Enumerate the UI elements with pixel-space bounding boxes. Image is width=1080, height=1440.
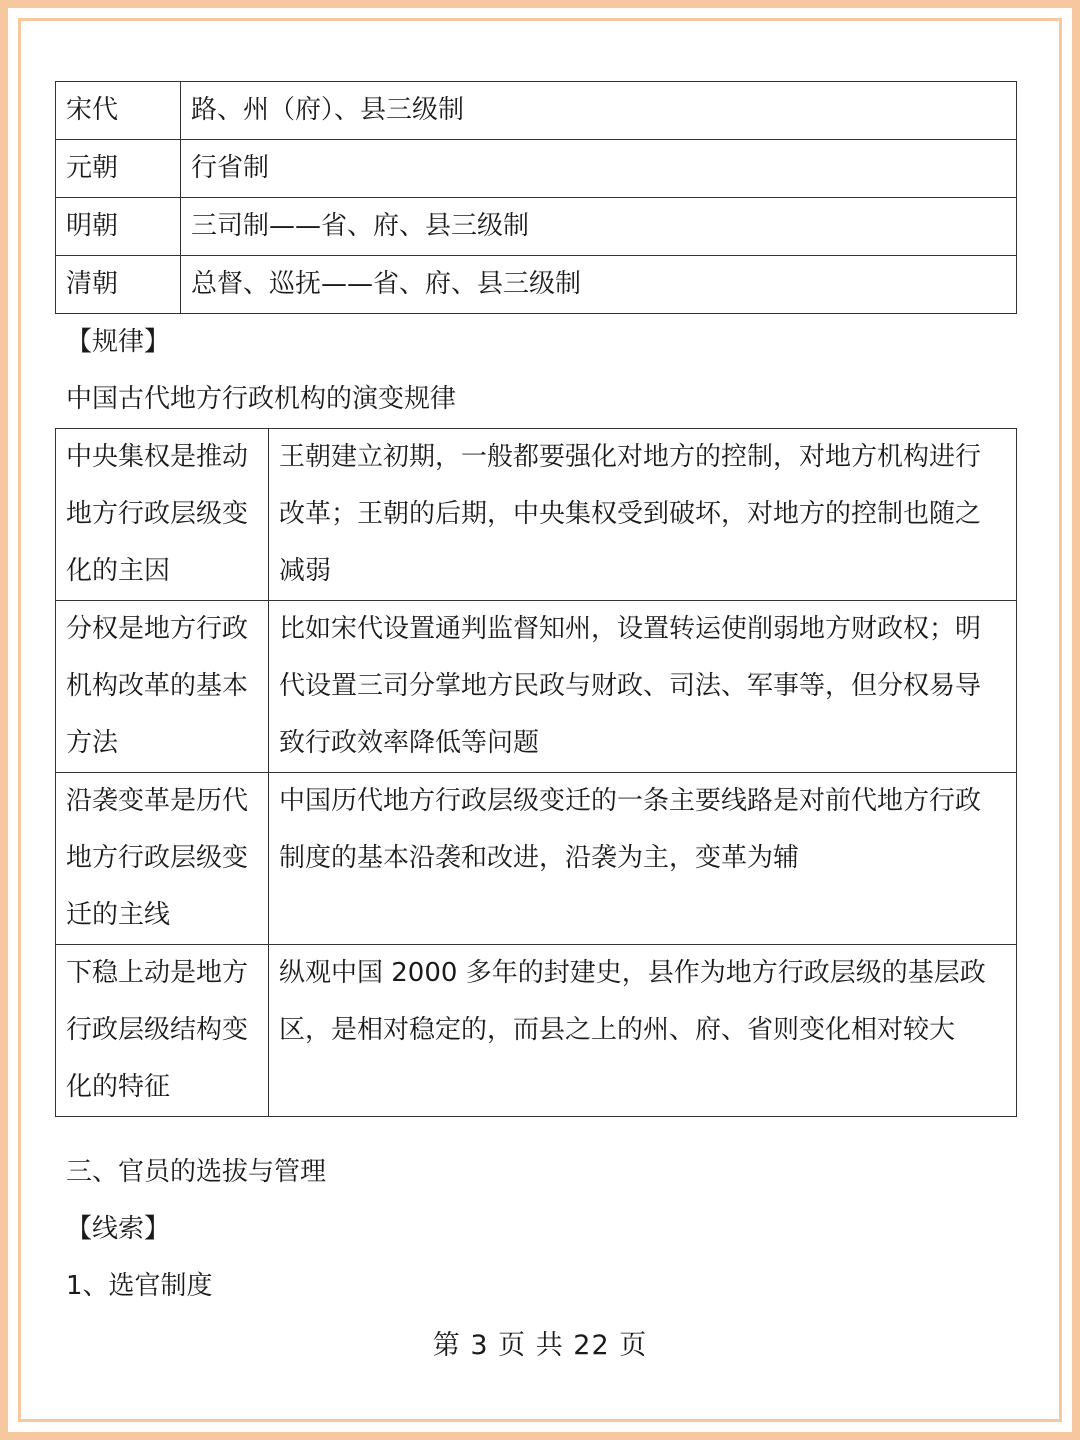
system-cell: 三司制——省、府、县三级制: [181, 198, 1017, 256]
rule-cell: 中央集权是推动地方行政层级变化的主因: [56, 429, 269, 601]
rule-cell: 分权是地方行政机构改革的基本方法: [56, 601, 269, 773]
system-cell: 路、州（府）、县三级制: [181, 82, 1017, 140]
detail-cell: 比如宋代设置通判监督知州，设置转运使削弱地方财政权；明代设置三司分掌地方民政与财政、司法、军事等，但分权易导致行政效率降低等问题: [269, 601, 1017, 773]
table-row: [56, 140, 1017, 198]
clue-heading: 【线索】: [66, 1214, 171, 1244]
document-body: [55, 81, 1017, 1315]
era-cell: 宋代: [56, 82, 181, 140]
era-cell: 元朝: [56, 140, 181, 198]
section-title: 三、官员的选拔与管理: [66, 1157, 327, 1187]
page-footer: 第 3 页 共 22 页: [432, 1330, 648, 1361]
detail-cell: 王朝建立初期，一般都要强化对地方的控制，对地方机构进行改革；王朝的后期，中央集权受到破坏，对地方的控制也随之减弱: [269, 429, 1017, 601]
rule-cell: 下稳上动是地方行政层级结构变化的特征: [56, 945, 269, 1117]
rule-cell: 沿袭变革是历代地方行政层级变迁的主线: [56, 773, 269, 945]
detail-cell: 纵观中国 2000 多年的封建史，县作为地方行政层级的基层政区，是相对稳定的，而县之上的州、府、省则变化相对较大: [269, 945, 1017, 1117]
era-cell: 明朝: [56, 198, 181, 256]
era-cell: 清朝: [56, 256, 181, 314]
list-item: 1、选官制度: [66, 1271, 213, 1301]
table-row: [56, 601, 1017, 773]
table-row: [56, 429, 1017, 601]
detail-cell: 中国历代地方行政层级变迁的一条主要线路是对前代地方行政制度的基本沿袭和改进，沿袭为主，变革为辅: [269, 773, 1017, 945]
table-row: [56, 82, 1017, 140]
system-cell: 总督、巡抚——省、府、县三级制: [181, 256, 1017, 314]
spacer: [55, 1117, 1017, 1144]
rule-subtitle: 中国古代地方行政机构的演变规律: [66, 384, 457, 414]
rule-heading: 【规律】: [66, 327, 171, 357]
table-row: [56, 198, 1017, 256]
table-row: [56, 945, 1017, 1117]
evolution-rules-table: [55, 428, 1017, 1117]
dynasty-system-table: [55, 81, 1017, 314]
table-row: [56, 256, 1017, 314]
system-cell: 行省制: [181, 140, 1017, 198]
table-row: [56, 773, 1017, 945]
